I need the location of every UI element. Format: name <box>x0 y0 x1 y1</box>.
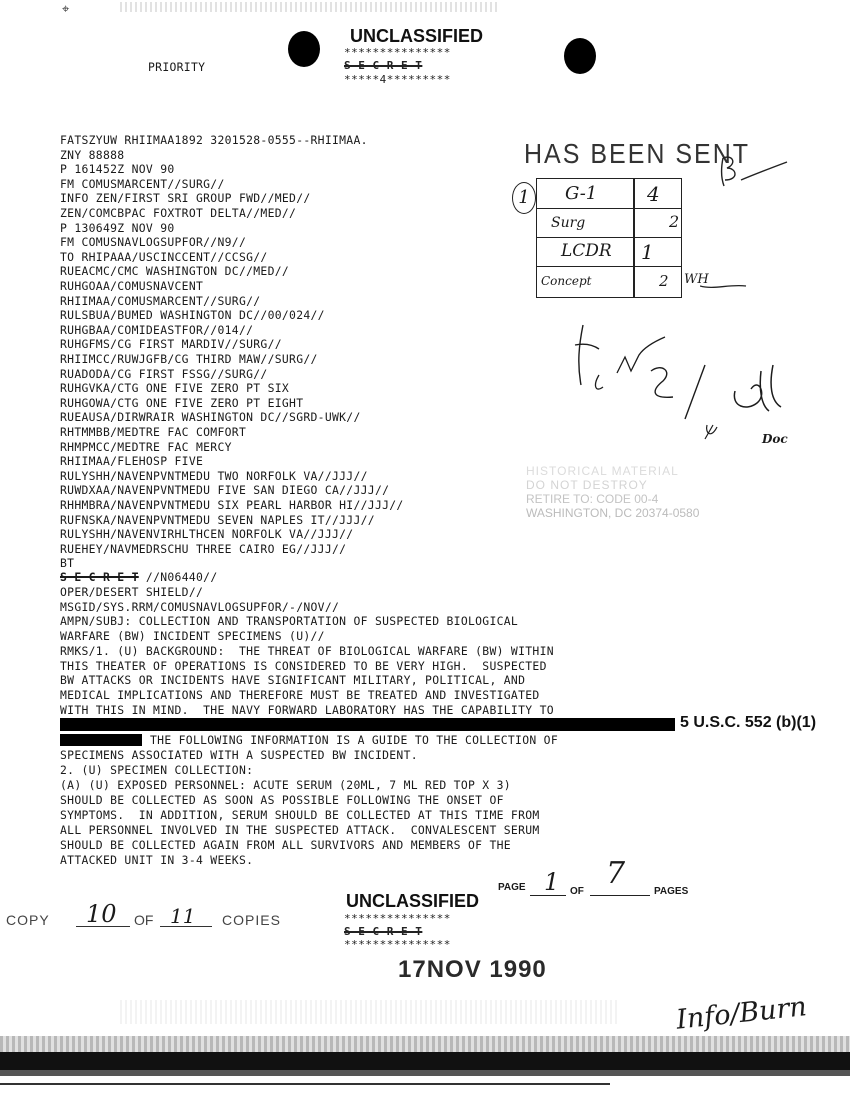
copy-number: 10 <box>86 900 117 928</box>
message-line: RUEHEY/NAVMEDRSCHU THREE CAIRO EG//JJJ// <box>60 541 347 556</box>
handwritten-note: Info/Burn <box>674 991 809 1036</box>
routing-row <box>537 237 681 267</box>
routing-row <box>537 266 681 295</box>
message-line: RUEAUSA/DIRWRAIR WASHINGTON DC//SGRD-UWK// <box>60 410 361 425</box>
footer-secret-struck: S E C R E T <box>344 925 423 938</box>
message-line: WITH THIS IN MIND. THE NAVY FORWARD LABORATORY HAS THE CAPABILITY TO <box>60 702 554 717</box>
punch-hole-right <box>564 38 596 74</box>
header-classification: UNCLASSIFIED <box>350 26 484 46</box>
routing-row-right: 2 <box>669 212 680 231</box>
scan-noise-top <box>120 2 500 12</box>
header-secret-struck: S E C R E T <box>344 59 423 72</box>
page-label: PAGE <box>498 882 526 893</box>
page-total: 7 <box>606 856 626 891</box>
scan-bottom-edge <box>0 1052 850 1070</box>
historical-line: HISTORICAL MATERIAL <box>526 464 679 478</box>
message-line: RUEACMC/CMC WASHINGTON DC//MED// <box>60 264 290 279</box>
message-line: RULYSHH/NAVENPVNTMEDU TWO NORFOLK VA//JJJ// <box>60 468 368 483</box>
priority-label: PRIORITY <box>148 60 206 74</box>
routing-row <box>537 208 681 238</box>
handwritten-doc: Doc <box>762 432 788 446</box>
message-line: FM COMUSMARCENT//SURG// <box>60 176 225 191</box>
copy-total: 11 <box>170 904 196 928</box>
message-line: ZEN/COMCBPAC FOXTROT DELTA//MED// <box>60 206 297 220</box>
message-line: RUWDXAA/NAVENPVNTMEDU FIVE SAN DIEGO CA//JJJ// <box>60 483 390 498</box>
routing-row-right: 1 <box>641 240 654 264</box>
message-line: BT <box>60 556 75 571</box>
message-line: (A) (U) EXPOSED PERSONNEL: ACUTE SERUM (20ML, 7 ML RED TOP X 3) <box>60 778 511 792</box>
message-line: RULYSHH/NAVENVIRHLTHCEN NORFOLK VA//JJJ// <box>60 527 354 542</box>
message-line: RULSBUA/BUMED WASHINGTON DC//00/024// <box>60 308 325 323</box>
message-line: RHIIMAA/COMUSMARCENT//SURG// <box>60 293 261 308</box>
message-line: FATSZYUW RHIIMAA1892 3201528-0555--RHIIMAA. <box>60 133 368 147</box>
after-redaction-line: THE FOLLOWING INFORMATION IS A GUIDE TO THE COLLECTION OF <box>150 733 558 747</box>
header-stars-bottom: *****4********* <box>344 73 451 86</box>
message-line: RHIIMAA/FLEHOSP FIVE <box>60 454 204 469</box>
message-line: TO RHIPAAA/USCINCCENT//CCSG// <box>60 249 268 264</box>
message-line: ALL PERSONNEL INVOLVED IN THE SUSPECTED ATTACK. CONVALESCENT SERUM <box>60 823 540 837</box>
has-been-sent-stamp: HAS BEEN SENT <box>524 138 751 170</box>
routing-row-left: Surg <box>551 215 586 231</box>
historical-line: WASHINGTON, DC 20374-0580 <box>526 506 700 520</box>
message-line: RHMPMCC/MEDTRE FAC MERCY <box>60 439 232 454</box>
message-line: RMKS/1. (U) BACKGROUND: THE THREAT OF BIOLOGICAL WARFARE (BW) WITHIN <box>60 643 554 658</box>
page-total-line <box>590 895 650 896</box>
message-line: SYMPTOMS. IN ADDITION, SERUM SHOULD BE COLLECTED AT THIS TIME FROM <box>60 808 540 822</box>
message-line: THIS THEATER OF OPERATIONS IS CONSIDERED TO BE VERY HIGH. SUSPECTED <box>60 658 547 673</box>
punch-hole-left <box>288 31 320 67</box>
scan-band <box>0 1036 850 1052</box>
message-line: SHOULD BE COLLECTED AS SOON AS POSSIBLE FOLLOWING THE ONSET OF <box>60 793 504 807</box>
copy-label: COPY <box>6 912 50 928</box>
message-line: WARFARE (BW) INCIDENT SPECIMENS (U)// <box>60 629 325 644</box>
message-line: MEDICAL IMPLICATIONS AND THEREFORE MUST BE TREATED AND INVESTIGATED <box>60 687 540 702</box>
message-line: RUHGBAA/COMIDEASTFOR//014// <box>60 322 254 337</box>
routing-trailing-stroke <box>700 280 750 292</box>
handwritten-scribbles <box>555 315 795 455</box>
page-number: 1 <box>544 868 560 896</box>
routing-row-left: LCDR <box>561 241 612 261</box>
routing-row-left: G-1 <box>565 183 598 204</box>
routing-trailing-mark: WH <box>684 272 709 287</box>
message-line: INFO ZEN/FIRST SRI GROUP FWD//MED// <box>60 191 311 206</box>
message-line: RHIIMCC/RUWJGFB/CG THIRD MAW//SURG// <box>60 352 318 366</box>
header-stars: *************** <box>344 46 451 59</box>
message-line: MSGID/SYS.RRM/COMUSNAVLOGSUPFOR/-/NOV// <box>60 599 340 614</box>
message-line: P 130649Z NOV 90 <box>60 220 175 235</box>
footer-stars-bottom: *************** <box>344 938 451 951</box>
message-line: RUHGOWA/CTG ONE FIVE ZERO PT EIGHT <box>60 395 304 410</box>
message-line: SHOULD BE COLLECTED AGAIN FROM ALL SURVIVORS AND MEMBERS OF THE <box>60 838 511 852</box>
routing-box <box>536 178 682 298</box>
routing-row-left: Concept <box>541 274 592 288</box>
message-line: RUADODA/CG FIRST FSSG//SURG// <box>60 366 268 381</box>
scan-bottom-rule <box>0 1083 610 1085</box>
handwritten-initials-top <box>715 150 795 190</box>
historical-line: RETIRE TO: CODE 00-4 <box>526 492 659 506</box>
redaction-bar <box>60 734 142 746</box>
message-line: BW ATTACKS OR INCIDENTS HAVE SIGNIFICANT MILITARY, POLITICAL, AND <box>60 673 526 688</box>
routing-circle-number: 1 <box>512 182 536 214</box>
routing-row <box>537 179 681 209</box>
historical-line: DO NOT DESTROY <box>526 478 648 492</box>
footer-stars: *************** <box>344 912 451 925</box>
date-received-stamp: 17NOV 1990 <box>398 956 547 983</box>
historical-material-stamp <box>526 464 766 520</box>
serial-number: //N06440// <box>138 570 218 584</box>
foia-exemption-label: 5 U.S.C. 552 (b)(1) <box>680 714 817 731</box>
copy-of-label: OF <box>134 912 154 928</box>
scan-mark: ⌖ <box>62 2 70 17</box>
message-line: RUHGFMS/CG FIRST MARDIV//SURG// <box>60 337 282 352</box>
scan-noise-bottom <box>120 1000 620 1024</box>
routing-row-right: 2 <box>659 272 669 290</box>
message-line: SPECIMENS ASSOCIATED WITH A SUSPECTED BW INCIDENT. <box>60 748 418 762</box>
scan-bottom-edge-shadow <box>0 1070 850 1076</box>
page-of-label: OF <box>570 886 584 897</box>
message-line: RUHGOAA/COMUSNAVCENT <box>60 279 204 293</box>
footer-classification: UNCLASSIFIED <box>346 891 480 911</box>
message-line: ATTACKED UNIT IN 3-4 WEEKS. <box>60 853 254 867</box>
redaction-bar <box>60 718 675 731</box>
struck-secret: S E C R E T <box>60 570 139 584</box>
message-line: 2. (U) SPECIMEN COLLECTION: <box>60 763 254 777</box>
message-line: RUFNSKA/NAVENPVNTMEDU SEVEN NAPLES IT//JJJ// <box>60 512 375 527</box>
pages-label: PAGES <box>654 886 689 897</box>
message-line: AMPN/SUBJ: COLLECTION AND TRANSPORTATION OF SUSPECTED BIOLOGICAL <box>60 614 519 629</box>
message-line: OPER/DESERT SHIELD// <box>60 585 204 599</box>
message-line: FM COMUSNAVLOGSUPFOR//N9// <box>60 235 247 250</box>
message-classification-line <box>60 570 218 585</box>
message-line: RUHGVKA/CTG ONE FIVE ZERO PT SIX <box>60 381 290 396</box>
message-line: ZNY 88888 <box>60 147 125 162</box>
message-line: RHTMMBB/MEDTRE FAC COMFORT <box>60 425 247 439</box>
message-line: RHHMBRA/NAVENPVNTMEDU SIX PEARL HARBOR HI//JJJ// <box>60 498 404 512</box>
routing-row-right: 4 <box>647 182 660 206</box>
message-line: P 161452Z NOV 90 <box>60 162 175 177</box>
copies-label: COPIES <box>222 912 281 928</box>
